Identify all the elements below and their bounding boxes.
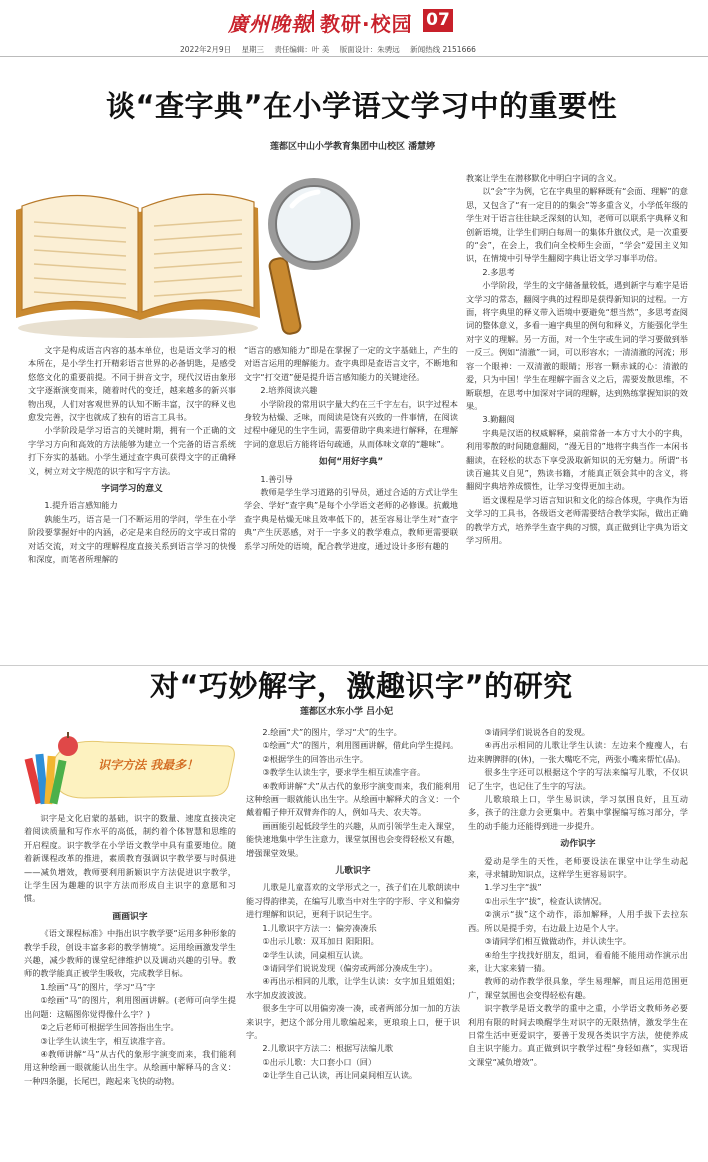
paragraph: ①绘画“犬”的图片，利用图画讲解，借此向学生提问。: [262, 740, 459, 751]
subheading: 3.勤翻阅: [482, 414, 515, 425]
article2-title: 对“巧妙解字，激趣识字”的研究: [150, 669, 573, 703]
issue-weekday: 星期三: [241, 45, 265, 54]
paragraph: ②根据学生的回答出示生字。: [262, 753, 368, 764]
paragraph: 识字是文化启蒙的基础，识字的数量、速度直接决定着阅读质量和写作水平的高低，制约着个体智慧和思维的开启程度。识字教学在小学语文教学中具有重要地位。随着新课程改革的推进，素质教育强调识字教学要与时俱进——减负增效，教师要利用新颖识字方法促进识字教学，让学生因为趣趣的识字方法而形成自主识字的意愿和习惯。: [24, 813, 236, 904]
paragraph: ④给生字找找好朋友，组词，看看能不能用动作演示出来，让大家来猜一猜。: [468, 949, 688, 973]
issue-date: 2022年2月9日: [180, 45, 232, 54]
paragraph: 很多生字可以用偏旁凑一凑，或者两部分加一加的方法来识字，把这个部分用儿歌编起来，更琅琅上口，便于识字。: [246, 1003, 460, 1040]
paragraph: ②之后老师可根据学生回答指出生字。: [40, 1022, 179, 1033]
issue-info: [180, 44, 600, 55]
paragraph: ①出示生字“拔”，检查认读情况。: [484, 895, 607, 906]
paragraph: 文字是构成语言内容的基本单位，也是语文学习的根本所在，是小学生打开精彩语言世界的必备钥匙，是感受悠悠文化的重要前提。不同于拼音文字，现代汉语由象形文字逐渐演变而来，随着时代的变迁，越来越多的新兴事物出现，人们对客观世界的认知不断丰富，汉字的释义也愈发完善，汉字也就成了独有的语言工具书。: [28, 345, 236, 423]
news-hotline: 新闻热线 2151666: [410, 45, 476, 54]
paragraph: 教师的动作教学很具象，学生易理解，而且运用范围更广，课堂氛围也会变得轻松有趣。: [468, 976, 688, 1000]
paragraph: ②让学生自己认读，再让同桌间相互认读。: [262, 1070, 418, 1081]
subheading: 2.多思考: [482, 266, 515, 277]
paragraph: ④教师讲解“犬”从古代的象形字演变而来，我们能利用这种绘画一眼就能认出生字。从绘画中解释犬的含义：一个戴着帽子伸开双臂奔作的人，例如马夫、农夫等。: [246, 780, 460, 818]
book-shadow: [18, 318, 258, 338]
article1-byline: 莲都区中山小学教育集团中山校区 潘慧婷: [270, 142, 436, 152]
subheading: 1.善引导: [260, 473, 293, 484]
paragraph: 小学阶段的常用识字量大约在三千字左右，识字过程本身较为枯燥、乏味，而阅读是饶有兴致的一件事情，在阅读过程中碰见的生字生词，需要借助字典来进行解释，在理解字词的意思后方能将语句疏通，从而体味文章的“趣味”。: [244, 398, 458, 449]
paragraph: ③请同学们说说发现（偏旁或两部分凑成生字）。: [262, 962, 438, 973]
paragraph: 识字教学是语文教学的重中之重，小学语文教师务必要利用有限的时间去唤醒学生对识字的无限热情，激发学生在日常生活中更爱识字，要善于发现各类识字方法，使使养成自主识字能力。真正做到识字教学过程“身轻如燕”，实现语文课堂“减负增效”。: [468, 1003, 688, 1067]
article1-column-3: [466, 172, 688, 662]
paragraph: ②学生认读，同桌相互认读。: [262, 949, 368, 960]
magnifier-icon: [244, 172, 374, 342]
paragraph: “语言的感知能力”即是在掌握了一定的文字基础上，产生的对语言运用的理解能力。查字典即是查语言文字，不断地和文字“打交道”便是提升语言感知能力的关键途径。: [244, 345, 458, 382]
paragraph: ④教师讲解“马”从古代的象形字演变而来，我们能利用这种绘画一眼就能认出生字。从绘画中解释马的含义：一种四条腿，长尾巴，跑起来飞快的动物。: [24, 1048, 236, 1086]
page-number: 07: [423, 9, 453, 32]
paper-logo: 廣州晚報: [228, 12, 312, 36]
subheading: 2.绘画“犬”的图片，学习“犬”的生字。: [262, 727, 402, 737]
paragraph: ①出示儿歌：大口套小口（回）: [262, 1056, 377, 1067]
paragraph: ④再出示相同的儿歌让学生认读：左边来个瘦瘦人，右边来脾脾胖的(休)，一张大嘴吃不完，两张小嘴来帮忙(品)。: [468, 740, 688, 764]
paragraph: 小学阶段，学生的文字储备量较低，遇到新字与难字是语文学习的常态，翻阅字典的过程即是获得新知识的过程。一方面，将字典里的释义带入语境中要避免“想当然”，多思考查阅词的整体意义，多看一遍字典里的例句和释义，方能强化学生对字义的理解。另一方面，对一个生字或生词的学习要做到举一反三。例如“清澈”一词，可以形容水；一清清澈的河流；形容一个眼神：一双清澈的眼睛；形容一颗赤诚的心：清澈的爱，只为中国！学生在理解字面含义之后，需要发散思维，不断联想，在思考中加深对字词的理解，达到熟练掌握知识的效果。: [466, 280, 688, 411]
paragraph: ③请同学们说说各自的发现。: [484, 727, 590, 737]
magnifier-handle: [268, 257, 301, 335]
subheading: 2.儿歌识字方法二：根据写法编儿歌: [262, 1043, 394, 1054]
paragraph: ③让学生认读生字，相互读准字音。: [40, 1035, 171, 1046]
subheading: 1.绘画“马”的图片，学习“马”字: [40, 981, 156, 992]
subheading: 1.学习生字“拔”: [484, 882, 542, 893]
paragraph: 以“会”字为例，它在字典里的解释既有“会面、理解”的意思，又包含了“有一定目的的集会”等多重含义，小学低年级的学生对于语言往往缺乏深刻的认知，老师可以联系字典释义和创新语境，让学生们明白每周一的集体升旗仪式，是一次重要的“会”，在会上，我们向全校师生会面，“学会”爱国主义知识，在情境中引导学生翻阅字典让语文学习事半功倍。: [466, 186, 688, 264]
pencils-illustration: [24, 724, 236, 808]
paragraph: 画画能引起低段学生的兴趣，从而引领学生走入课堂，能快速地集中学生注意力，课堂氛围也会变得轻松又有趣，增强课堂效果。: [246, 820, 460, 858]
paragraph: ①绘画“马”的图片，利用图画讲解。(老师可向学生提出问题：这幅图你觉得像什么字？): [24, 995, 236, 1019]
paragraph: ③教学生认读生字，要求学生相互读准字音。: [262, 767, 426, 778]
paragraph: 小学阶段是学习语言的关键时期，拥有一个正确的文字学习方向和高效的方法能够为建立一个完备的语言系统打下夯实的基础。小学生通过查字典可获得文字的正确释义，树立对文字规范的识字和写字方法。: [28, 425, 236, 476]
section-heading: 儿歌识字: [335, 866, 371, 877]
paragraph: 教案让学生在潜移默化中明白字词的含义。: [466, 173, 622, 183]
paragraph: 字典是汉语的权威解释，桌前常备一本方寸大小的字典，利用零散的时间随意翻阅，“漫无目的”地将字典当作一本闲书翻读，在轻松的状态下享受汲取新知识的无穷魅力。所谓“书读百遍其义自见”，熟读书籍，才能真正领会其中的含义，将翻阅字典培养成惯性，让学习变得更加主动。: [466, 427, 688, 492]
subheading: 1.儿歌识字方法一：偏旁凑凑乐: [262, 922, 377, 933]
paragraph: 很多生字还可以根据这个字的写法来编写儿歌，不仅识记了生字，也记住了生字的写法。: [468, 767, 688, 791]
paragraph: 儿歌琅琅上口，学生易识读，学习氛围良好，且互动多，孩子的注意力会更集中。若集中掌握编写练习部分，学生的动手能力还能得到进一步提升。: [468, 794, 688, 831]
paragraph: ②演示“拔”这个动作，添加解释，人用手拔下去拉东西。所以是提手旁，右边最上边是个人字。: [468, 909, 688, 933]
paragraph: 孰能生巧，语言是一门不断运用的学问，学生在小学阶段要掌握好中的内涵，必定是来自经历的文字或日常的对话交流，对文字的理解程度直接关系到语言学习的快慢和深度，而笔者所理解的: [28, 513, 236, 565]
paragraph: 语文课程是学习语言知识和文化的综合体现，字典作为语文学习的工具书，各级语文老师需要结合教学实际，做出正确的教学方式，培养学生查字典的习惯，真正做到让字典为语文学习所用。: [466, 494, 688, 545]
paragraph: ④再出示相同的儿歌，让学生认读：女字加且姐姐姐；水字加皮波波波。: [246, 976, 460, 1000]
article2-column-2: [246, 726, 460, 1158]
paragraph: 儿歌是儿童喜欢的文学形式之一，孩子们在儿歌朗读中能习得韵律美，在编写儿歌当中对生字的字形、字义和偏旁进行理解和识记，更利于识记生字。: [246, 882, 460, 920]
banner-text: 识字方法 我最多！: [98, 758, 199, 772]
article1-column-2: [244, 344, 458, 662]
top-rule: [0, 56, 708, 57]
masthead-separator: [312, 10, 314, 32]
responsible-editor: 责任编辑：叶 美: [274, 45, 330, 54]
layout-designer: 版面设计：朱骋远: [339, 45, 400, 54]
subheading: 2.培养阅读兴趣: [260, 385, 318, 396]
section-heading: 如何“用好字典”: [318, 457, 384, 468]
paragraph: ③请同学们相互做做动作，并认读生字。: [484, 936, 631, 947]
article1-title: 谈“查字典”在小学语文学习中的重要性: [106, 89, 618, 123]
book-illustration: [8, 150, 276, 340]
section-title: 教研·校园: [320, 12, 413, 36]
article2-column-1: [24, 812, 236, 1158]
article2-column-3: [468, 726, 688, 1158]
subheading: 1.提升语言感知能力: [44, 500, 118, 511]
paragraph: 教师是学生学习道路的引导员，通过合适的方式让学生学会、学好“查字典”是每个小学语文老师的必修课。抗戴地查字典是枯燥无味且效率低下的，甚至容易让学生对“查字典”产生厌恶感，对于一字多义的教学难点，教师更需要联系学习所处的语境，配合教学进度，通过设计多形有趣的: [244, 487, 458, 551]
article1-column-1: [28, 344, 236, 662]
section-heading: 字词学习的意义: [101, 484, 163, 495]
section-heading: 动作识字: [560, 839, 596, 850]
apple-icon: [58, 736, 78, 756]
paragraph: ①出示儿歌：双耳加日 阳阳阳。: [262, 936, 379, 947]
paragraph: 爱动是学生的天性，老师要设法在课堂中让学生动起来，寻求辅助知识点，这样学生更容易识字。: [468, 855, 688, 880]
section-heading: 画画识字: [112, 911, 148, 922]
article2-byline: 莲都区水东小学 吕小妃: [300, 707, 394, 717]
paragraph: 《语文课程标准》中指出识字教学要“运用多种形象的教学手段，创设丰富多彩的教学情境”。运用绘画激发学生兴趣，减少教师的课堂纪律维护以及调动兴趣的引导。教师的教学能真正被学生吸收，完成教学目标。: [24, 928, 236, 979]
